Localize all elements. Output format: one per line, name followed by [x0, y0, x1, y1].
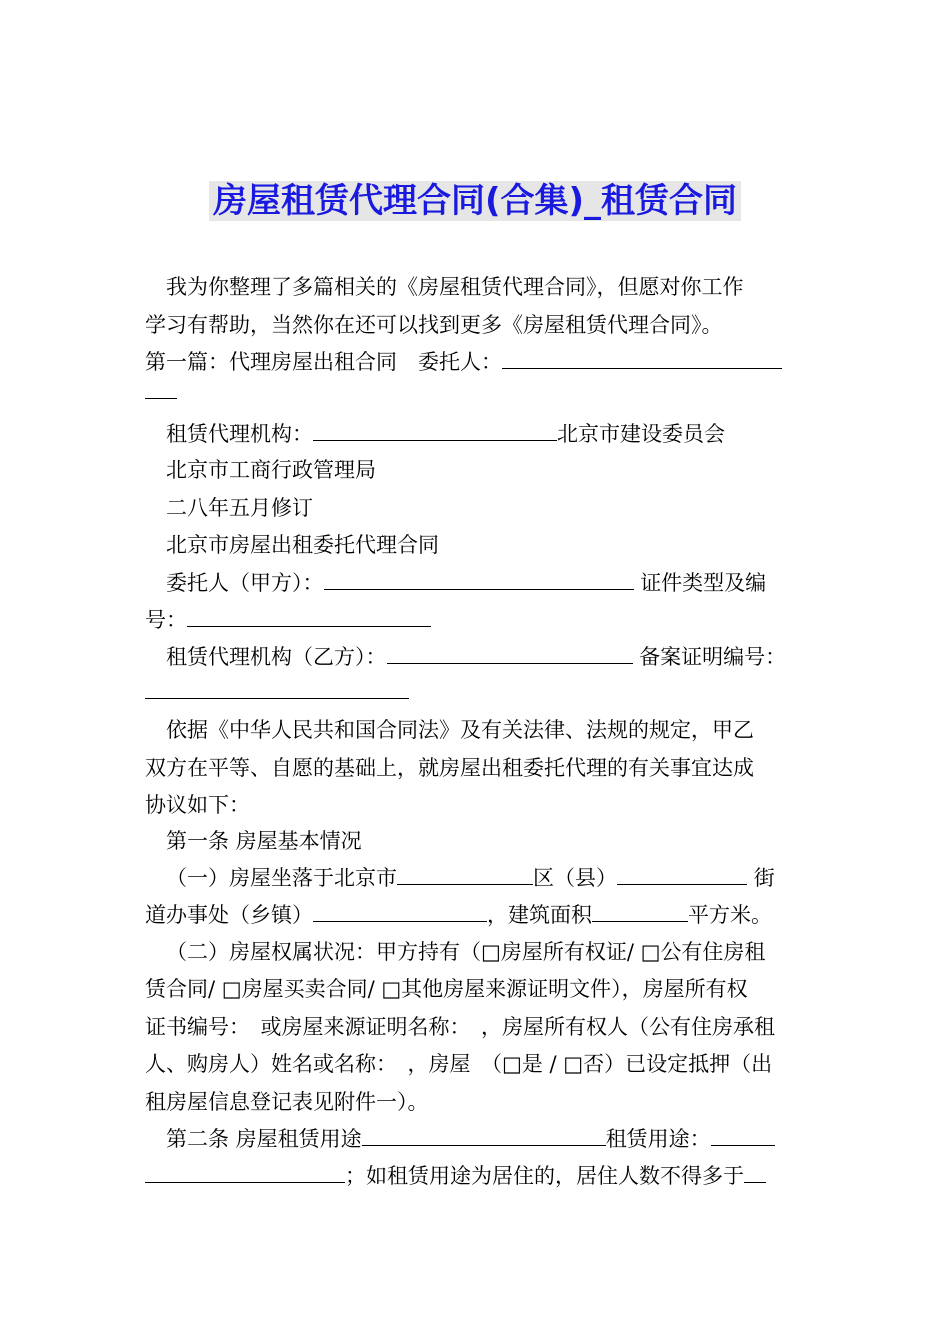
document-title: 房屋租赁代理合同(合集)_租赁合同: [0, 178, 950, 224]
issuer-line: 北京市工商行政管理局: [166, 458, 376, 482]
ownership-line-5: 租房屋信息登记表见附件一）。: [145, 1090, 429, 1114]
ownership-line-4: 人、购房人）姓名或名称： ，房屋 （□是 / □否）已设定抵押（出: [145, 1052, 773, 1076]
party-a-id-line: 号：: [145, 604, 431, 635]
party-b-line: 租赁代理机构（乙方）： 备案证明编号：: [166, 641, 786, 672]
intro-line-1: 我为你整理了多篇相关的《房屋租赁代理合同》，但愿对你工作: [166, 275, 744, 299]
agency-line: 租赁代理机构： 北京市建设委员会: [166, 418, 725, 449]
article-two-line-2: ；如租赁用途为居住的，居住人数不得多于: [145, 1160, 766, 1191]
contract-name-line: 北京市房屋出租委托代理合同: [166, 533, 439, 557]
article-two-line: 第二条 房屋租赁用途 租赁用途：: [166, 1123, 775, 1154]
chapter-one-line-cont: [145, 376, 177, 407]
revision-line: 二八年五月修订: [166, 496, 313, 520]
basis-line-2: 双方在平等、自愿的基础上，就房屋出租委托代理的有关事宜达成: [145, 756, 754, 780]
location-line: （一）房屋坐落于北京市 区（县） 街: [166, 862, 775, 893]
party-a-line: 委托人（甲方）： 证件类型及编: [166, 567, 766, 598]
party-b-cont: [145, 676, 409, 707]
article-one-heading: 第一条 房屋基本情况: [166, 829, 362, 853]
intro-line-2: 学习有帮助，当然你在还可以找到更多《房屋租赁代理合同》。: [145, 313, 723, 337]
ownership-line-1: （二）房屋权属状况：甲方持有（□房屋所有权证/ □公有住房租: [166, 940, 766, 964]
basis-line-3: 协议如下：: [145, 793, 250, 817]
basis-line-1: 依据《中华人民共和国合同法》及有关法律、法规的规定，甲乙: [166, 718, 754, 742]
chapter-one-line: 第一篇：代理房屋出租合同 委托人：: [145, 346, 782, 377]
ownership-line-2: 赁合同/ □房屋买卖合同/ □其他房屋来源证明文件），房屋所有权: [145, 977, 748, 1001]
ownership-line-3: 证书编号： 或房屋来源证明名称： ，房屋所有权人（公有住房承租: [145, 1015, 775, 1039]
area-line: 道办事处（乡镇） ，建筑面积 平方米。: [145, 899, 772, 930]
